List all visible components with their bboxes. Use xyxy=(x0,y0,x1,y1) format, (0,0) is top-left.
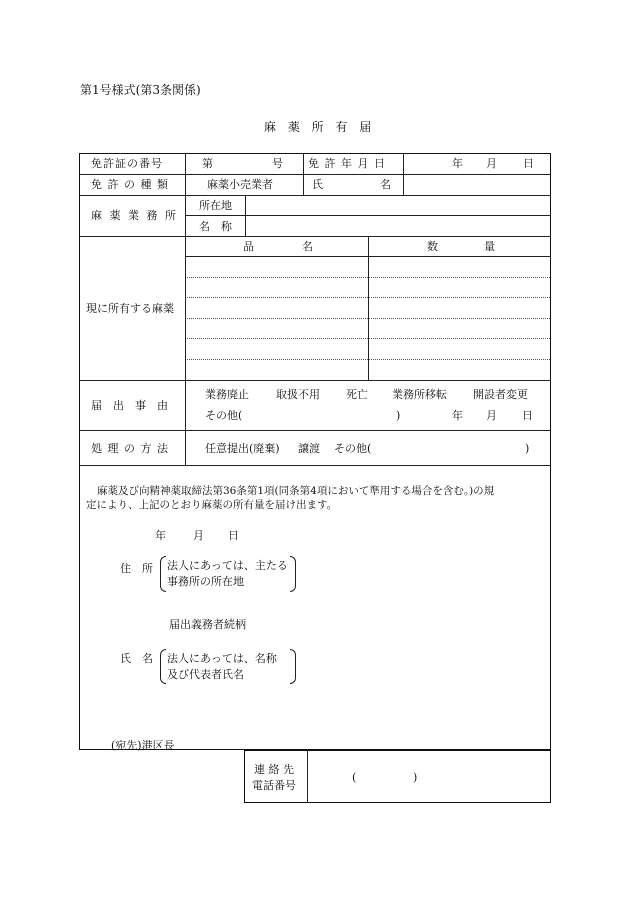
submit-month: 月 xyxy=(193,529,204,542)
license-type-label: 免 許 の 種 類 xyxy=(91,178,169,191)
contact-label-1: 連 絡 先 xyxy=(254,763,294,776)
holdings-label: 現に所有する麻薬 xyxy=(86,302,174,315)
reason-option: 業務所移転 xyxy=(392,388,447,401)
bracket-left-icon xyxy=(160,649,166,684)
holdings-col-item: 品 xyxy=(243,240,254,253)
row-divider xyxy=(80,465,550,466)
row-divider xyxy=(80,430,550,431)
address-note-1: 法人にあっては、主たる xyxy=(167,559,288,572)
reason-option: 業務廃止 xyxy=(205,388,249,401)
contact-divider xyxy=(307,751,308,802)
row-divider xyxy=(185,215,550,216)
contact-paren-open: ( xyxy=(352,771,357,784)
contact-box xyxy=(244,750,551,803)
reason-option: 取扱不用 xyxy=(276,388,320,401)
disposal-other-close: ) xyxy=(525,442,530,455)
column-divider xyxy=(368,236,369,380)
bracket-right-icon xyxy=(290,556,296,592)
row-divider xyxy=(80,195,550,196)
office-address-label: 所在地 xyxy=(199,199,232,212)
submit-day: 日 xyxy=(228,529,239,542)
successor-label: 届出義務者続柄 xyxy=(169,618,246,631)
holdings-col-item-2: 名 xyxy=(302,240,313,253)
disposal-option-2: 譲渡 xyxy=(298,442,320,455)
license-number-label: 免許証の番号 xyxy=(91,157,163,170)
name-label-2: 名 xyxy=(380,178,391,191)
column-divider xyxy=(303,154,304,195)
label-column-divider xyxy=(185,154,186,465)
license-date-month: 月 xyxy=(486,157,497,170)
addressee: (宛先)港区長 xyxy=(111,739,175,752)
page-title: 麻 薬 所 有 届 xyxy=(264,120,376,134)
license-type-value: 麻薬小売業者 xyxy=(207,178,273,191)
bracket-right-icon xyxy=(290,649,296,684)
license-date-day: 日 xyxy=(523,157,534,170)
row-divider xyxy=(80,174,550,175)
reason-month: 月 xyxy=(486,409,497,422)
bracket-left-icon xyxy=(160,556,166,592)
reason-label: 届 出 事 由 xyxy=(91,399,168,412)
office-label: 麻 薬 業 務 所 xyxy=(91,209,178,222)
reason-other: その他( xyxy=(205,409,243,422)
column-divider xyxy=(403,154,404,195)
disposal-other: その他( xyxy=(334,442,372,455)
address-note-2: 事務所の所在地 xyxy=(167,575,244,588)
license-number-prefix: 第 xyxy=(202,157,213,170)
form-number: 第1号様式(第3条関係) xyxy=(80,83,201,97)
applicant-name-label: 氏 名 xyxy=(120,652,153,665)
holdings-col-qty-2: 量 xyxy=(484,240,495,253)
statement-line-2: 定により、上記のとおり麻薬の所有量を届け出ます。 xyxy=(86,499,338,511)
reason-option: 死亡 xyxy=(346,388,368,401)
disposal-option-1: 任意提出(廃棄) xyxy=(205,442,280,455)
name-label: 氏 xyxy=(312,178,323,191)
license-date-year: 年 xyxy=(452,157,463,170)
statement-line-1: 麻薬及び向精神薬取締法第36条第1項(同条第4項において準用する場合を含む。)の規 xyxy=(97,485,495,497)
contact-paren-close: ) xyxy=(413,771,418,784)
name-note-2: 及び代表者氏名 xyxy=(167,668,244,681)
office-name-label: 名 称 xyxy=(199,220,232,233)
row-divider xyxy=(80,236,550,237)
reason-option: 開設者変更 xyxy=(473,388,528,401)
row-divider xyxy=(80,380,550,381)
license-date-label: 免 許 年 月 日 xyxy=(308,157,386,170)
name-note-1: 法人にあっては、名称 xyxy=(167,652,277,665)
address-label: 住 所 xyxy=(120,562,153,575)
submit-year: 年 xyxy=(155,529,166,542)
column-divider xyxy=(245,195,246,236)
holdings-col-qty: 数 xyxy=(427,240,438,253)
reason-year: 年 xyxy=(452,409,463,422)
reason-day: 日 xyxy=(522,409,533,422)
contact-label-2: 電話番号 xyxy=(252,779,296,792)
disposal-label: 処 理 の 方 法 xyxy=(91,442,169,455)
license-number-suffix: 号 xyxy=(272,157,283,170)
reason-other-close: ) xyxy=(396,409,401,422)
